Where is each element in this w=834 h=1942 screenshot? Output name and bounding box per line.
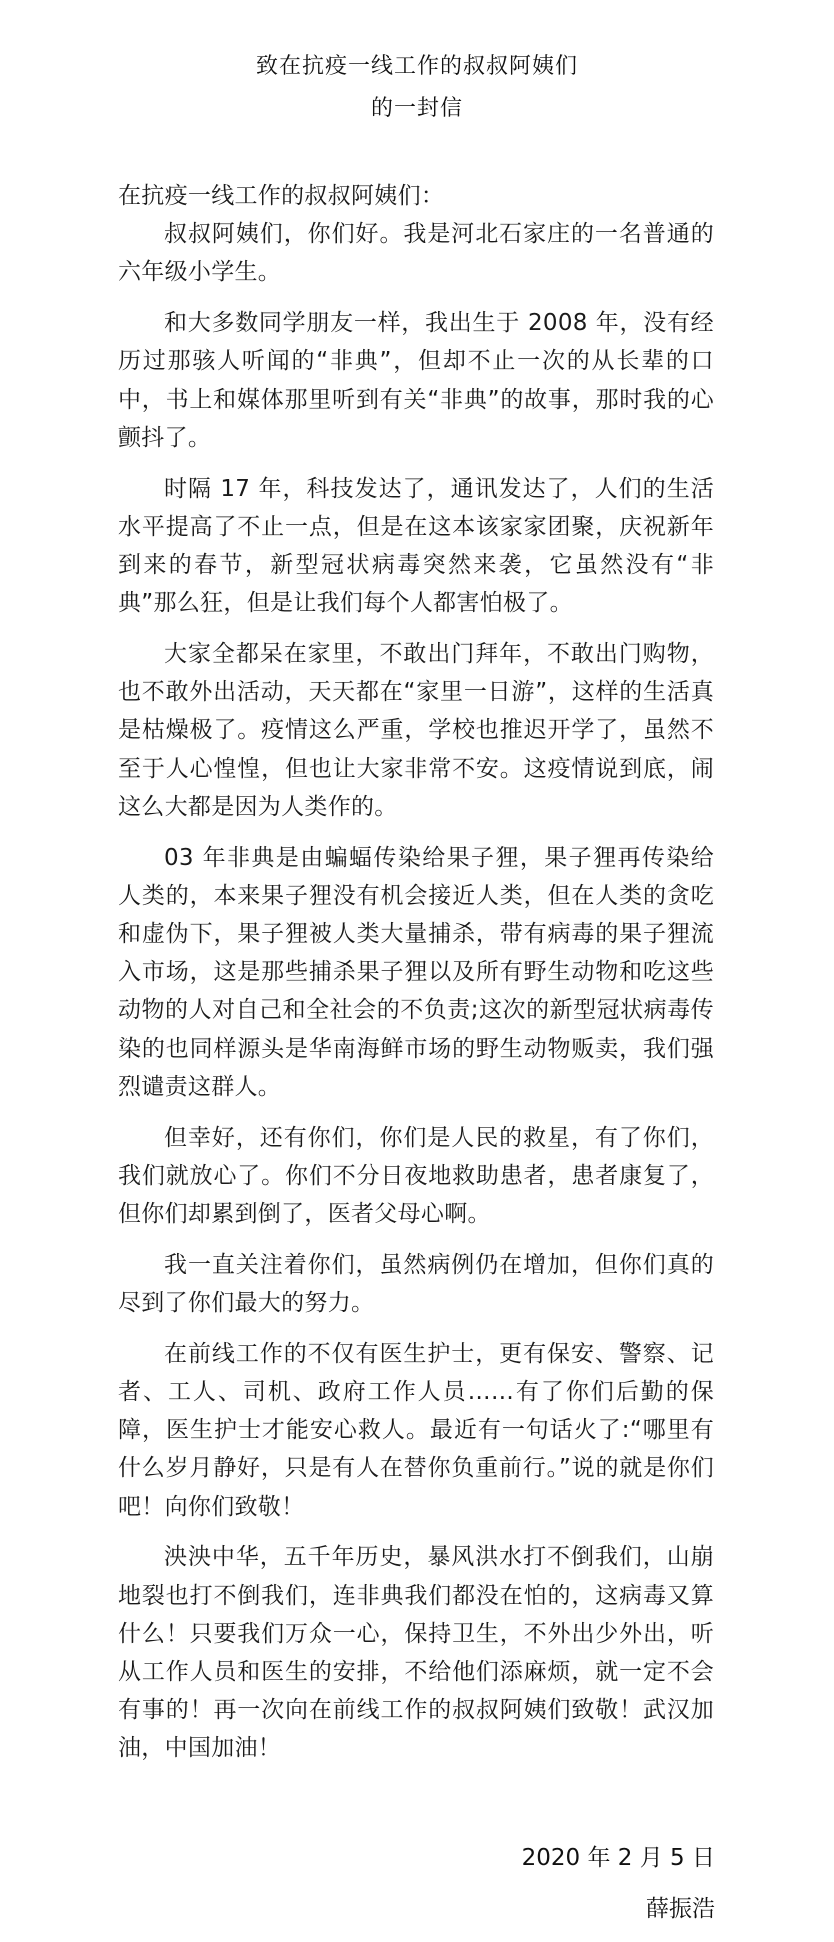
paragraph-7: 我一直关注着你们，虽然病例仍在增加，但你们真的尽到了你们最大的努力。 (118, 1251, 714, 1317)
letter-date: 2020 年 2 月 5 日 (521, 1845, 715, 1871)
letter-title-line-2: 的一封信 (370, 96, 463, 121)
paragraph-1: 叔叔阿姨们，你们好。我是河北石家庄的一名普通的六年级小学生。 (118, 221, 714, 286)
paragraph-9: 泱泱中华，五千年历史，暴风洪水打不倒我们，山崩地裂也打不倒我们，连非典我们都没在怕的，这病毒又算什么！只要我们万众一心，保持卫生，不外出少外出，听从工作人员和医生的安排，不给他们添麻烦，就一定不会有事的！再一次向在前线工作的叔叔阿姨们致敬！武汉加油，中国加油！ (118, 1544, 714, 1762)
paragraph-4: 大家全都呆在家里，不敢出门拜年，不敢出门购物，也不敢外出活动，天天都在“家里一日游”，这样的生活真是枯燥极了。疫情这么严重，学校也推迟开学了，虽然不至于人心惶惶，但也让大家非常不安。这疫情说到底，闹这么大都是因为人类作的。 (118, 641, 714, 820)
letter-body (118, 177, 714, 1780)
paragraph-6: 但幸好，还有你们，你们是人民的救星，有了你们，我们就放心了。你们不分日夜地救助患者，患者康复了，但你们却累到倒了，医者父母心啊。 (118, 1124, 714, 1228)
letter-title-line-1: 致在抗疫一线工作的叔叔阿姨们 (255, 54, 578, 79)
letter-signature: 薛振浩 (646, 1896, 715, 1922)
letter-salutation: 在抗疫一线工作的叔叔阿姨们： (118, 183, 445, 209)
paragraph-5: 03 年非典是由蝙蝠传染给果子狸，果子狸再传染给人类的，本来果子狸没有机会接近人类，但在人类的贪吃和虚伪下，果子狸被人类大量捕杀，带有病毒的果子狸流入市场，这是那些捕杀果子狸以及所有野生动物和吃这些动物的人对自己和全社会的不负责;这次的新型冠状病毒传染的也同样源头是华南海鲜市场的野生动物贩卖，我们强烈谴责这群人。 (118, 844, 714, 1100)
paragraph-8: 在前线工作的不仅有医生护士，更有保安、警察、记者、工人、司机、政府工作人员……有了你们后勤的保障，医生护士才能安心救人。最近有一句话火了:“哪里有什么岁月静好，只是有人在替你负重前行。”说的就是你们吧！向你们致敬！ (118, 1340, 714, 1520)
paragraph-3: 时隔 17 年，科技发达了，通讯发达了，人们的生活水平提高了不止一点，但是在这本该家家团聚，庆祝新年到来的春节，新型冠状病毒突然来袭，它虽然没有“非典”那么狂，但是让我们每个人都害怕极了。 (118, 475, 714, 617)
paragraph-2: 和大多数同学朋友一样，我出生于 2008 年，没有经历过那骇人听闻的“非典”，但却不止一次的从长辈的口中，书上和媒体那里听到有关“非典”的故事，那时我的心颤抖了。 (118, 310, 714, 451)
